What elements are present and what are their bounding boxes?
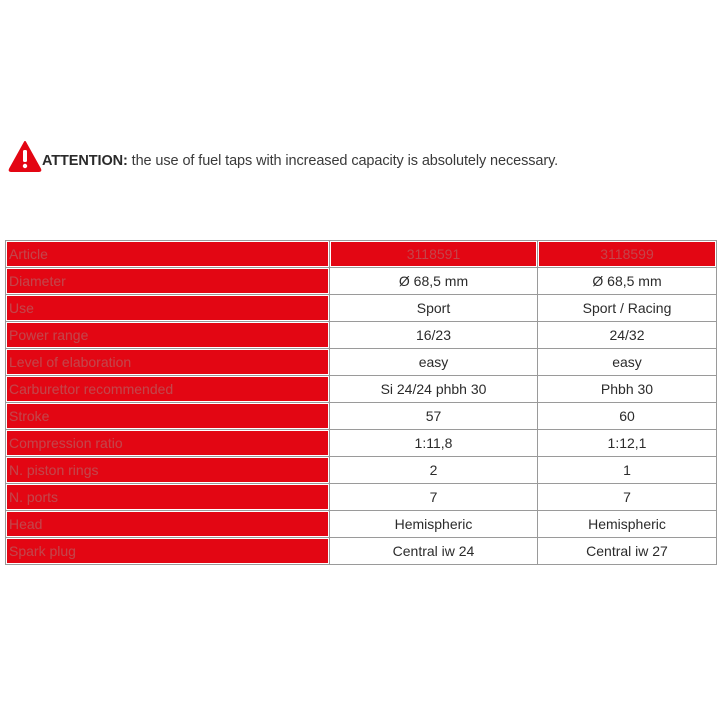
- header-label: Article: [6, 241, 330, 268]
- row-label: Stroke: [6, 403, 330, 430]
- row-value-article-1: 57: [330, 403, 538, 430]
- notice-bold-label: ATTENTION:: [42, 153, 128, 169]
- row-label: N. piston rings: [6, 457, 330, 484]
- table-row: [6, 511, 717, 538]
- table-header-row: [6, 241, 717, 268]
- header-article-2: 3118599: [538, 241, 717, 268]
- row-value-article-1: 16/23: [330, 322, 538, 349]
- row-value-article-2: 1: [538, 457, 717, 484]
- row-value-article-1: Si 24/24 phbh 30: [330, 376, 538, 403]
- table-row: [6, 349, 717, 376]
- table-row: [6, 295, 717, 322]
- row-value-article-2: Ø 68,5 mm: [538, 268, 717, 295]
- row-value-article-1: Sport: [330, 295, 538, 322]
- table-row: [6, 430, 717, 457]
- row-label: N. ports: [6, 484, 330, 511]
- row-label: Use: [6, 295, 330, 322]
- table-row: [6, 322, 717, 349]
- row-value-article-1: Ø 68,5 mm: [330, 268, 538, 295]
- table-row: [6, 268, 717, 295]
- table-row: [6, 484, 717, 511]
- table-row: [6, 457, 717, 484]
- row-value-article-1: easy: [330, 349, 538, 376]
- row-value-article-2: Central iw 27: [538, 538, 717, 565]
- row-value-article-1: 7: [330, 484, 538, 511]
- attention-notice: [8, 143, 558, 179]
- row-value-article-2: Sport / Racing: [538, 295, 717, 322]
- row-value-article-2: 24/32: [538, 322, 717, 349]
- row-value-article-2: Hemispheric: [538, 511, 717, 538]
- row-label: Carburettor recommended: [6, 376, 330, 403]
- notice-message: the use of fuel taps with increased capacity is absolutely necessary.: [127, 153, 559, 169]
- row-label: Compression ratio: [6, 430, 330, 457]
- table-row: [6, 376, 717, 403]
- notice-text: [42, 153, 558, 169]
- row-value-article-2: easy: [538, 349, 717, 376]
- row-value-article-1: Central iw 24: [330, 538, 538, 565]
- row-label: Head: [6, 511, 330, 538]
- row-value-article-1: 2: [330, 457, 538, 484]
- row-label: Level of elaboration: [6, 349, 330, 376]
- spec-table-body: [6, 241, 717, 565]
- row-value-article-1: 1:11,8: [330, 430, 538, 457]
- header-article-1: 3118591: [330, 241, 538, 268]
- row-value-article-1: Hemispheric: [330, 511, 538, 538]
- table-row: [6, 403, 717, 430]
- row-value-article-2: 60: [538, 403, 717, 430]
- row-value-article-2: 7: [538, 484, 717, 511]
- row-value-article-2: Phbh 30: [538, 376, 717, 403]
- row-label: Spark plug: [6, 538, 330, 565]
- spec-table: [5, 240, 717, 565]
- row-label: Power range: [6, 322, 330, 349]
- warning-triangle-icon: [8, 140, 42, 172]
- row-label: Diameter: [6, 268, 330, 295]
- table-row: [6, 538, 717, 565]
- row-value-article-2: 1:12,1: [538, 430, 717, 457]
